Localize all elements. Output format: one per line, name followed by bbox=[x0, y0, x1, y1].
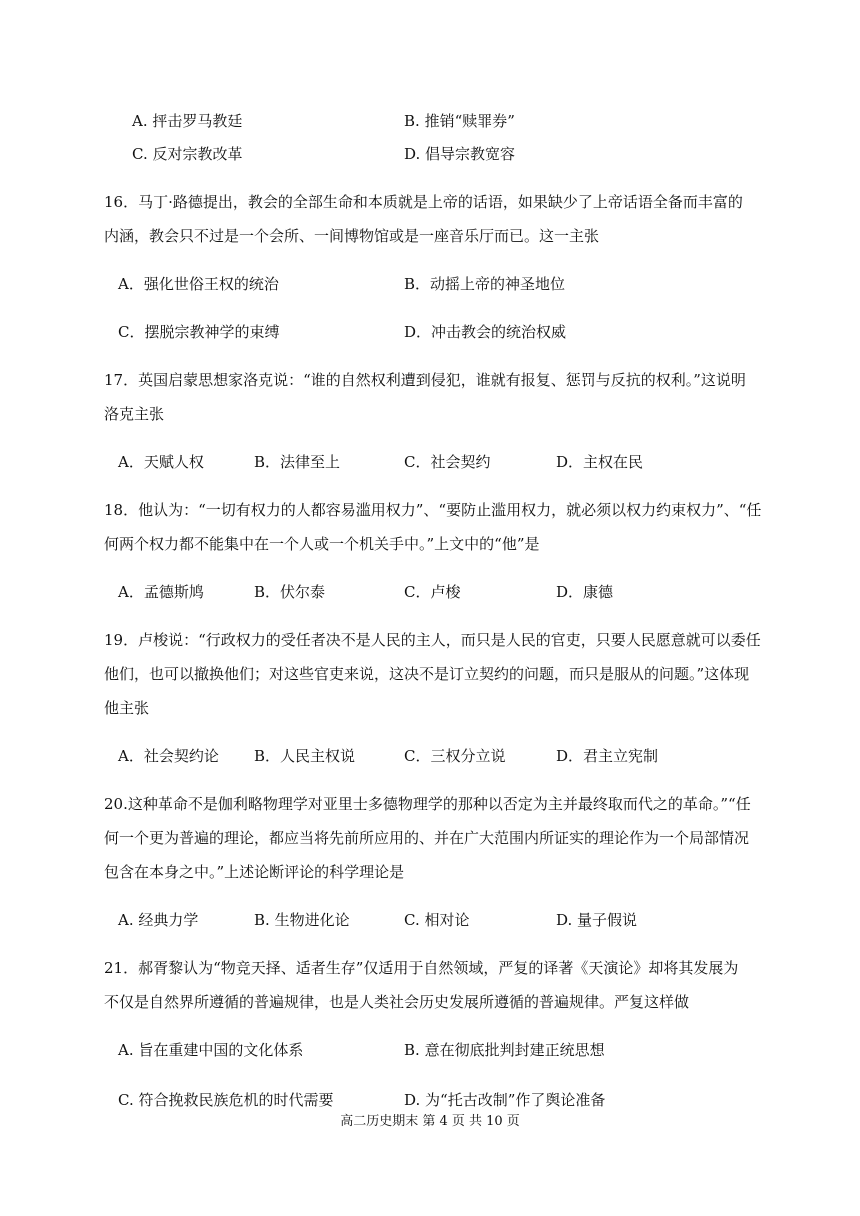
q17-stem-line-2: 洛克主张 bbox=[104, 405, 165, 423]
q18-stem-line-1: 18．他认为：“一切有权力的人都容易滥用权力”、“要防止滥用权力，就必须以权力约束权力”、“任 bbox=[104, 501, 762, 519]
q16-stem-line-2: 内涵，教会只不过是一个会所、一间博物馆或是一座音乐厅而已。这一主张 bbox=[104, 227, 600, 245]
q16-option-b: B．动摇上帝的神圣地位 bbox=[404, 275, 566, 293]
q16-option-a: A．强化世俗王权的统治 bbox=[118, 275, 279, 293]
q16-option-d: D．冲击教会的统治权威 bbox=[404, 323, 567, 341]
q17-option-b: B．法律至上 bbox=[254, 453, 341, 471]
q21-option-d: D. 为“托古改制”作了舆论准备 bbox=[404, 1091, 606, 1109]
q19-option-b: B．人民主权说 bbox=[254, 747, 356, 765]
q17-stem-line-1: 17．英国启蒙思想家洛克说：“谁的自然权利遭到侵犯，谁就有报复、惩罚与反抗的权利。”这说明 bbox=[104, 371, 746, 389]
q21-stem-line-1: 21．郝胥黎认为“物竞天择、适者生存”仅适用于自然领域，严复的译著《天演论》却将其发展为 bbox=[104, 959, 739, 977]
q15-option-a: A. 抨击罗马教廷 bbox=[132, 112, 243, 130]
q21-option-b: B. 意在彻底批判封建正统思想 bbox=[404, 1041, 605, 1059]
q18-stem-line-2: 何两个权力都不能集中在一个人或一个机关手中。”上文中的“他”是 bbox=[104, 535, 540, 553]
q19-stem-line-3: 他主张 bbox=[104, 699, 150, 717]
q20-stem-line-1: 20.这种革命不是伽利略物理学对亚里士多德物理学的那种以否定为主并最终取而代之的革命。”“任 bbox=[104, 795, 751, 813]
q20-option-c: C. 相对论 bbox=[404, 911, 470, 929]
q19-option-c: C．三权分立说 bbox=[404, 747, 506, 765]
q20-stem-line-2: 何一个更为普遍的理论，都应当将先前所应用的、并在广大范围内所证实的理论作为一个局部情况 bbox=[104, 829, 750, 847]
q19-option-a: A．社会契约论 bbox=[118, 747, 219, 765]
q15-option-d: D. 倡导宗教宽容 bbox=[404, 145, 516, 163]
q16-option-c: C．摆脱宗教神学的束缚 bbox=[118, 323, 280, 341]
q19-option-d: D．君主立宪制 bbox=[556, 747, 659, 765]
q18-option-b: B．伏尔泰 bbox=[254, 583, 326, 601]
q19-stem-line-1: 19．卢梭说：“行政权力的受任者决不是人民的主人，而只是人民的官吏，只要人民愿意就可以委任 bbox=[104, 631, 761, 649]
q20-option-a: A. 经典力学 bbox=[118, 911, 199, 929]
q15-option-c: C. 反对宗教改革 bbox=[132, 145, 243, 163]
q21-option-a: A. 旨在重建中国的文化体系 bbox=[118, 1041, 304, 1059]
q20-option-d: D. 量子假说 bbox=[556, 911, 638, 929]
q21-stem-line-2: 不仅是自然界所遵循的普遍规律，也是人类社会历史发展所遵循的普遍规律。严复这样做 bbox=[104, 993, 690, 1011]
q18-option-c: C．卢梭 bbox=[404, 583, 461, 601]
q18-option-d: D．康德 bbox=[556, 583, 614, 601]
q17-option-d: D．主权在民 bbox=[556, 453, 644, 471]
q15-option-b: B. 推销“赎罪券” bbox=[404, 112, 515, 130]
q20-option-b: B. 生物进化论 bbox=[254, 911, 350, 929]
q16-stem-line-1: 16．马丁·路德提出，教会的全部生命和本质就是上帝的话语，如果缺少了上帝话语全备而丰富的 bbox=[104, 193, 743, 211]
q17-option-a: A．天赋人权 bbox=[118, 453, 204, 471]
q19-stem-line-2: 他们，也可以撤换他们；对这些官吏来说，这决不是订立契约的问题，而只是服从的问题。”这体现 bbox=[104, 665, 750, 683]
q20-stem-line-3: 包含在本身之中。”上述论断评论的科学理论是 bbox=[104, 863, 405, 881]
page-footer: 高二历史期末 第 4 页 共 10 页 bbox=[340, 1114, 520, 1129]
q18-option-a: A．孟德斯鸠 bbox=[118, 583, 204, 601]
q21-option-c: C. 符合挽救民族危机的时代需要 bbox=[118, 1091, 334, 1109]
q17-option-c: C．社会契约 bbox=[404, 453, 491, 471]
